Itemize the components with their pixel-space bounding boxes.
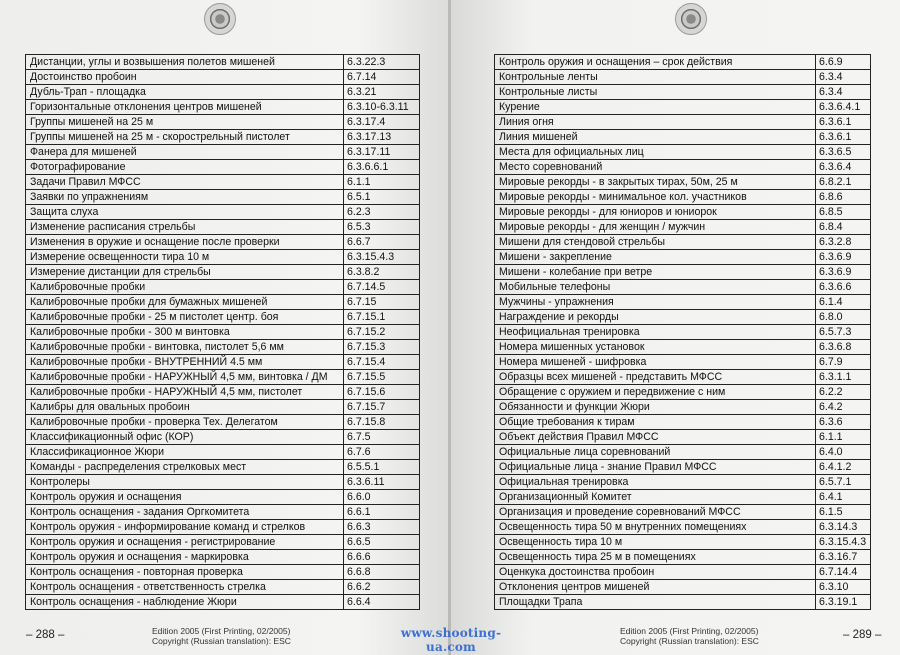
- table-row: [495, 520, 871, 535]
- table-row: [26, 55, 420, 70]
- index-term: Контроль оружия и оснащения - маркировка: [26, 550, 344, 565]
- index-code: 6.5.7.1: [816, 475, 871, 490]
- index-term: Организационный Комитет: [495, 490, 816, 505]
- table-row: [26, 370, 420, 385]
- index-term: Изменение расписания стрельбы: [26, 220, 344, 235]
- index-term: Мировые рекорды - для женщин / мужчин: [495, 220, 816, 235]
- table-row: [495, 370, 871, 385]
- index-term: Контроль оружия и оснащения – срок действия: [495, 55, 816, 70]
- index-code: 6.6.6: [344, 550, 420, 565]
- index-term: Мировые рекорды - минимальное кол. участников: [495, 190, 816, 205]
- table-row: [26, 100, 420, 115]
- index-code: 6.3.21: [344, 85, 420, 100]
- index-term: Номера мишеней - шифровка: [495, 355, 816, 370]
- index-code: 6.6.9: [816, 55, 871, 70]
- table-row: [495, 100, 871, 115]
- index-code: 6.4.1: [816, 490, 871, 505]
- index-term: Достоинство пробоин: [26, 70, 344, 85]
- index-code: 6.6.3: [344, 520, 420, 535]
- index-code: 6.2.2: [816, 385, 871, 400]
- table-row: [26, 520, 420, 535]
- index-code: 6.4.0: [816, 445, 871, 460]
- index-term: Официальная тренировка: [495, 475, 816, 490]
- index-term: Дистанции, углы и возвышения полетов мишеней: [26, 55, 344, 70]
- index-term: Защита слуха: [26, 205, 344, 220]
- table-row: [495, 235, 871, 250]
- table-row: [495, 580, 871, 595]
- index-code: 6.3.10-6.3.11: [344, 100, 420, 115]
- right-page: [451, 0, 900, 655]
- table-row: [26, 430, 420, 445]
- table-row: [495, 565, 871, 580]
- index-code: 6.8.4: [816, 220, 871, 235]
- index-code: 6.1.1: [816, 430, 871, 445]
- index-code: 6.7.9: [816, 355, 871, 370]
- table-row: [495, 490, 871, 505]
- index-code: 6.3.8.2: [344, 265, 420, 280]
- index-term: Контроль оружия и оснащения - регистрирование: [26, 535, 344, 550]
- left-edition-line2: Copyright (Russian translation): ESC: [152, 636, 291, 646]
- table-row: [26, 550, 420, 565]
- index-term: Контролеры: [26, 475, 344, 490]
- index-term: Мужчины - упражнения: [495, 295, 816, 310]
- table-row: [26, 385, 420, 400]
- index-code: 6.4.2: [816, 400, 871, 415]
- index-code: 6.3.6.9: [816, 250, 871, 265]
- left-page: [0, 0, 449, 655]
- table-row: [495, 400, 871, 415]
- index-code: 6.3.17.11: [344, 145, 420, 160]
- index-code: 6.3.4: [816, 85, 871, 100]
- index-term: Калибровочные пробки - 25 м пистолет центр. боя: [26, 310, 344, 325]
- index-term: Калибровочные пробки - проверка Тех. Делегатом: [26, 415, 344, 430]
- table-row: [495, 430, 871, 445]
- index-code: 6.6.5: [344, 535, 420, 550]
- table-row: [495, 145, 871, 160]
- index-term: Мишени для стендовой стрельбы: [495, 235, 816, 250]
- index-term: Общие требования к тирам: [495, 415, 816, 430]
- table-row: [495, 190, 871, 205]
- index-code: 6.3.6.9: [816, 265, 871, 280]
- table-row: [495, 55, 871, 70]
- right-page-number: – 289 –: [843, 629, 882, 641]
- index-term: Команды - распределения стрелковых мест: [26, 460, 344, 475]
- index-term: Калибровочные пробки - 300 м винтовка: [26, 325, 344, 340]
- issf-emblem-icon: [675, 3, 707, 35]
- table-row: [26, 175, 420, 190]
- index-term: Неофициальная тренировка: [495, 325, 816, 340]
- index-code: 6.3.15.4.3: [344, 250, 420, 265]
- index-code: 6.3.4: [816, 70, 871, 85]
- table-row: [26, 265, 420, 280]
- index-code: 6.3.16.7: [816, 550, 871, 565]
- table-row: [495, 130, 871, 145]
- index-code: 6.7.15.3: [344, 340, 420, 355]
- table-row: [26, 580, 420, 595]
- index-term: Группы мишеней на 25 м: [26, 115, 344, 130]
- index-term: Контроль оружия - информирование команд и стрелков: [26, 520, 344, 535]
- index-code: 6.3.6.6: [816, 280, 871, 295]
- index-term: Контрольные ленты: [495, 70, 816, 85]
- table-row: [495, 340, 871, 355]
- table-row: [26, 190, 420, 205]
- index-term: Классификационный офис (КОР): [26, 430, 344, 445]
- index-code: 6.3.17.13: [344, 130, 420, 145]
- table-row: [26, 280, 420, 295]
- index-term: Фотографирование: [26, 160, 344, 175]
- table-row: [495, 175, 871, 190]
- index-code: 6.6.4: [344, 595, 420, 610]
- table-row: [495, 355, 871, 370]
- table-row: [26, 595, 420, 610]
- index-term: Оценкука достоинства пробоин: [495, 565, 816, 580]
- index-code: 6.7.15.7: [344, 400, 420, 415]
- table-row: [26, 70, 420, 85]
- index-code: 6.3.6.1: [816, 130, 871, 145]
- index-code: 6.3.17.4: [344, 115, 420, 130]
- index-code: 6.7.5: [344, 430, 420, 445]
- left-edition-line1: Edition 2005 (First Printing, 02/2005): [152, 626, 291, 636]
- right-edition-note: [620, 626, 759, 646]
- index-code: 6.7.15.6: [344, 385, 420, 400]
- index-code: 6.7.14.5: [344, 280, 420, 295]
- index-term: Фанера для мишеней: [26, 145, 344, 160]
- index-term: Образцы всех мишеней - представить МФСС: [495, 370, 816, 385]
- index-term: Контроль оснащения - ответственность стрелка: [26, 580, 344, 595]
- right-edition-line2: Copyright (Russian translation): ESC: [620, 636, 759, 646]
- index-code: 6.6.0: [344, 490, 420, 505]
- index-term: Мишени - колебание при ветре: [495, 265, 816, 280]
- index-code: 6.3.14.3: [816, 520, 871, 535]
- table-row: [26, 415, 420, 430]
- table-row: [26, 490, 420, 505]
- table-row: [495, 70, 871, 85]
- index-code: 6.8.0: [816, 310, 871, 325]
- index-term: Контроль оснащения - наблюдение Жюри: [26, 595, 344, 610]
- table-row: [495, 265, 871, 280]
- index-term: Линия мишеней: [495, 130, 816, 145]
- index-term: Освещенность тира 25 м в помещениях: [495, 550, 816, 565]
- index-term: Освещенность тира 50 м внутренних помещениях: [495, 520, 816, 535]
- index-term: Группы мишеней на 25 м - скорострельный пистолет: [26, 130, 344, 145]
- index-code: 6.7.15.2: [344, 325, 420, 340]
- table-row: [495, 505, 871, 520]
- index-code: 6.3.19.1: [816, 595, 871, 610]
- table-row: [495, 220, 871, 235]
- index-term: Мировые рекорды - в закрытых тирах, 50м, 25 м: [495, 175, 816, 190]
- index-term: Калибровочные пробки - НАРУЖНЫЙ 4,5 мм, винтовка / ДМ: [26, 370, 344, 385]
- index-code: 6.8.5: [816, 205, 871, 220]
- table-row: [495, 595, 871, 610]
- table-row: [26, 220, 420, 235]
- table-row: [26, 565, 420, 580]
- index-term: Калибровочные пробки: [26, 280, 344, 295]
- table-row: [26, 205, 420, 220]
- table-row: [495, 385, 871, 400]
- table-row: [26, 445, 420, 460]
- index-term: Обязанности и функции Жюри: [495, 400, 816, 415]
- table-row: [495, 250, 871, 265]
- index-term: Калибровочные пробки - НАРУЖНЫЙ 4,5 мм, пистолет: [26, 385, 344, 400]
- index-code: 6.7.15.8: [344, 415, 420, 430]
- index-code: 6.3.22.3: [344, 55, 420, 70]
- table-row: [495, 475, 871, 490]
- table-row: [495, 205, 871, 220]
- index-code: 6.7.14: [344, 70, 420, 85]
- table-row: [26, 535, 420, 550]
- index-code: 6.8.2.1: [816, 175, 871, 190]
- index-code: 6.7.6: [344, 445, 420, 460]
- index-code: 6.3.1.1: [816, 370, 871, 385]
- index-term: Калибровочные пробки - ВНУТРЕННИЙ 4.5 мм: [26, 355, 344, 370]
- table-row: [26, 115, 420, 130]
- index-term: Обращение с оружием и передвижение с ним: [495, 385, 816, 400]
- index-term: Классификационное Жюри: [26, 445, 344, 460]
- table-row: [495, 310, 871, 325]
- index-code: 6.7.15.4: [344, 355, 420, 370]
- watermark-link[interactable]: www.shooting-ua.com: [400, 626, 502, 654]
- index-term: Измерение дистанции для стрельбы: [26, 265, 344, 280]
- index-code: 6.6.8: [344, 565, 420, 580]
- index-code: 6.1.5: [816, 505, 871, 520]
- index-code: 6.7.15: [344, 295, 420, 310]
- index-term: Официальные лица соревнований: [495, 445, 816, 460]
- issf-emblem-icon: [204, 3, 236, 35]
- index-code: 6.3.10: [816, 580, 871, 595]
- index-code: 6.1.4: [816, 295, 871, 310]
- index-code: 6.1.1: [344, 175, 420, 190]
- table-row: [26, 355, 420, 370]
- index-code: 6.3.6.11: [344, 475, 420, 490]
- table-row: [26, 130, 420, 145]
- right-edition-line1: Edition 2005 (First Printing, 02/2005): [620, 626, 759, 636]
- index-code: 6.5.7.3: [816, 325, 871, 340]
- index-code: 6.6.7: [344, 235, 420, 250]
- index-code: 6.3.6.5: [816, 145, 871, 160]
- table-row: [26, 250, 420, 265]
- table-row: [26, 325, 420, 340]
- index-term: Калибровочные пробки - винтовка, пистолет 5,6 мм: [26, 340, 344, 355]
- index-code: 6.3.6.6.1: [344, 160, 420, 175]
- index-term: Дубль-Трап - площадка: [26, 85, 344, 100]
- index-term: Освещенность тира 10 м: [495, 535, 816, 550]
- table-row: [26, 340, 420, 355]
- table-row: [495, 325, 871, 340]
- table-row: [495, 535, 871, 550]
- index-term: Отклонения центров мишеней: [495, 580, 816, 595]
- index-term: Измерение освещенности тира 10 м: [26, 250, 344, 265]
- index-term: Награждение и рекорды: [495, 310, 816, 325]
- index-term: Контрольные листы: [495, 85, 816, 100]
- left-edition-note: [152, 626, 291, 646]
- index-term: Место соревнований: [495, 160, 816, 175]
- table-row: [26, 145, 420, 160]
- table-row: [495, 460, 871, 475]
- index-term: Организация и проведение соревнований МФСС: [495, 505, 816, 520]
- index-term: Линия огня: [495, 115, 816, 130]
- index-term: Калибры для овальных пробоин: [26, 400, 344, 415]
- index-term: Калибровочные пробки для бумажных мишеней: [26, 295, 344, 310]
- right-index-table: [494, 54, 871, 610]
- table-row: [495, 160, 871, 175]
- index-term: Мобильные телефоны: [495, 280, 816, 295]
- index-term: Мишени - закрепление: [495, 250, 816, 265]
- table-row: [495, 280, 871, 295]
- index-term: Контроль оружия и оснащения: [26, 490, 344, 505]
- index-term: Контроль оснащения - повторная проверка: [26, 565, 344, 580]
- index-code: 6.3.2.8: [816, 235, 871, 250]
- table-row: [26, 460, 420, 475]
- index-code: 6.7.15.5: [344, 370, 420, 385]
- table-row: [26, 160, 420, 175]
- index-term: Изменения в оружие и оснащение после проверки: [26, 235, 344, 250]
- table-row: [26, 505, 420, 520]
- index-term: Горизонтальные отклонения центров мишеней: [26, 100, 344, 115]
- table-row: [26, 85, 420, 100]
- table-row: [26, 475, 420, 490]
- table-row: [26, 235, 420, 250]
- table-row: [26, 400, 420, 415]
- index-code: 6.7.14.4: [816, 565, 871, 580]
- index-code: 6.7.15.1: [344, 310, 420, 325]
- index-term: Официальные лица - знание Правил МФСС: [495, 460, 816, 475]
- index-code: 6.6.2: [344, 580, 420, 595]
- index-code: 6.6.1: [344, 505, 420, 520]
- table-row: [495, 445, 871, 460]
- table-row: [495, 295, 871, 310]
- index-code: 6.3.6.4: [816, 160, 871, 175]
- index-code: 6.5.1: [344, 190, 420, 205]
- index-code: 6.4.1.2: [816, 460, 871, 475]
- index-term: Мировые рекорды - для юниоров и юниорок: [495, 205, 816, 220]
- left-index-table: [25, 54, 420, 610]
- index-term: Курение: [495, 100, 816, 115]
- index-code: 6.2.3: [344, 205, 420, 220]
- table-row: [495, 550, 871, 565]
- table-row: [495, 115, 871, 130]
- index-code: 6.5.5.1: [344, 460, 420, 475]
- table-row: [26, 310, 420, 325]
- index-term: Площадки Трапа: [495, 595, 816, 610]
- index-term: Объект действия Правил МФСС: [495, 430, 816, 445]
- index-code: 6.5.3: [344, 220, 420, 235]
- left-page-number: – 288 –: [26, 629, 65, 641]
- table-row: [495, 415, 871, 430]
- index-code: 6.3.6: [816, 415, 871, 430]
- index-code: 6.3.6.4.1: [816, 100, 871, 115]
- table-row: [495, 85, 871, 100]
- table-row: [26, 295, 420, 310]
- index-term: Задачи Правил МФСС: [26, 175, 344, 190]
- index-term: Номера мишенных установок: [495, 340, 816, 355]
- index-term: Заявки по упражнениям: [26, 190, 344, 205]
- index-code: 6.3.6.8: [816, 340, 871, 355]
- index-term: Места для официальных лиц: [495, 145, 816, 160]
- index-code: 6.3.6.1: [816, 115, 871, 130]
- index-term: Контроль оснащения - задания Оргкомитета: [26, 505, 344, 520]
- index-code: 6.3.15.4.3: [816, 535, 871, 550]
- index-code: 6.8.6: [816, 190, 871, 205]
